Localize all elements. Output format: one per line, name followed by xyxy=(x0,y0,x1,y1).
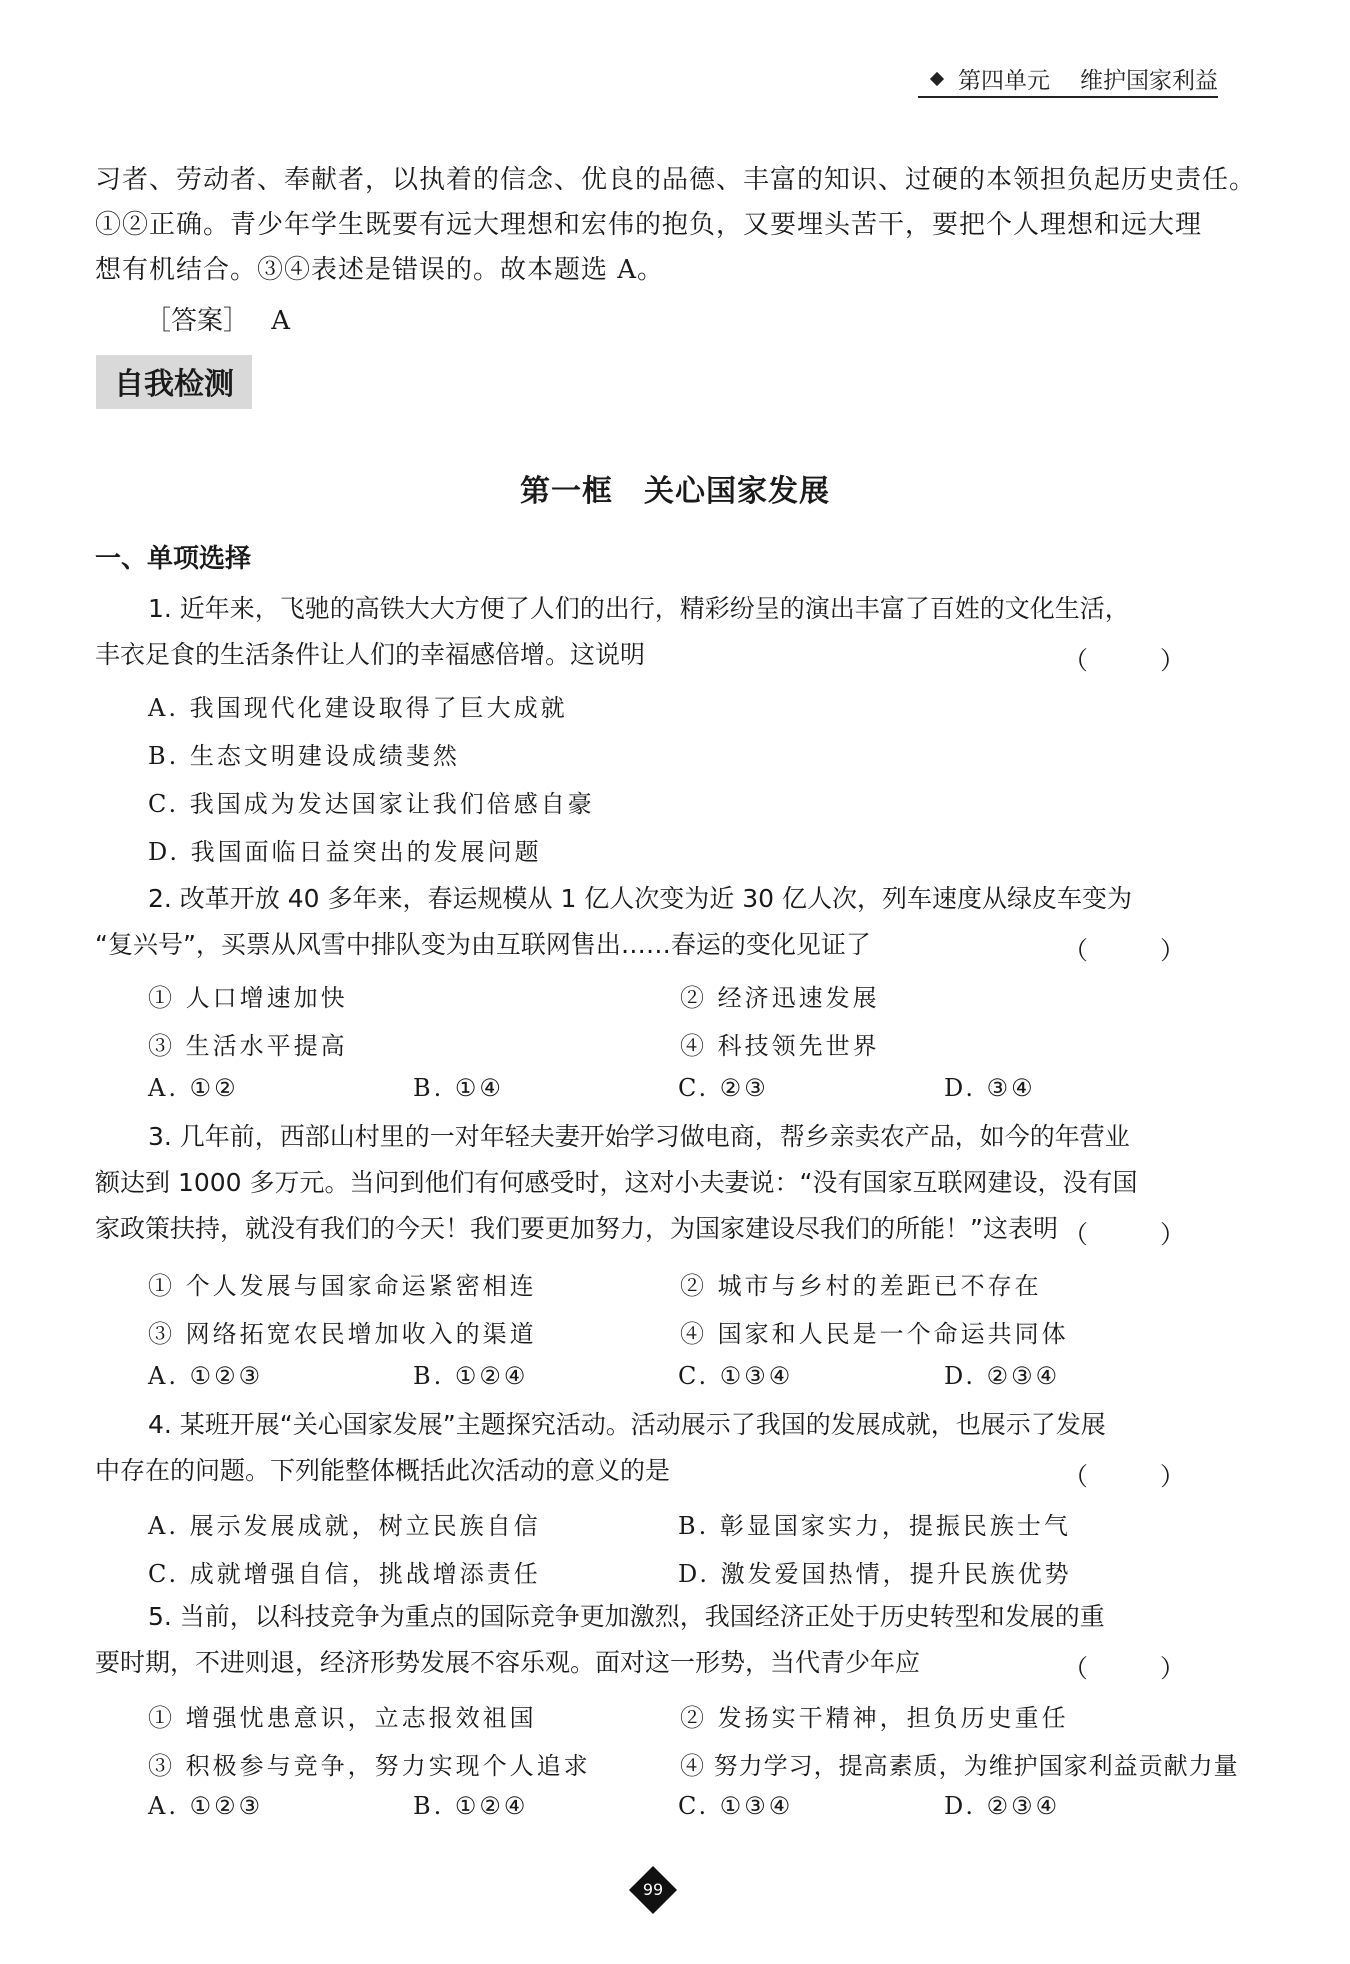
question-2-choice-c: C. ②③ xyxy=(678,1074,769,1102)
question-2-choice-d: D. ③④ xyxy=(944,1074,1036,1102)
question-4-option-c: C. 成就增强自信，挑战增添责任 xyxy=(148,1560,541,1588)
question-1-stem-line: 丰衣足食的生活条件让人们的幸福感倍增。这说明 xyxy=(95,640,646,669)
question-4-option-d: D. 激发爱国热情，提升民族优势 xyxy=(678,1560,1072,1588)
self-test-heading: 自我检测 xyxy=(96,355,252,409)
answer-blank: （ ） xyxy=(1063,646,1217,675)
question-5-choice-c: C. ①③④ xyxy=(678,1792,794,1820)
header-rule xyxy=(918,96,1218,98)
question-5-statement-3: ③ 积极参与竞争，努力实现个人追求 xyxy=(148,1752,591,1780)
question-2-choice-b: B. ①④ xyxy=(413,1074,504,1102)
question-2-statement-3: ③ 生活水平提高 xyxy=(148,1032,348,1060)
question-5-stem-line: 5. 当前，以科技竞争为重点的国际竞争更加激烈，我国经济正处于历史转型和发展的重 xyxy=(148,1602,1105,1631)
question-1-option-d: D. 我国面临日益突出的发展问题 xyxy=(148,838,542,866)
question-2-choice-a: A. ①② xyxy=(148,1074,239,1102)
question-2-stem-line: 2. 改革开放 40 多年来，春运规模从 1 亿人次变为近 30 亿人次，列车速度从绿皮车变为 xyxy=(148,884,1133,913)
question-3-stem-line: 3. 几年前，西部山村里的一对年轻夫妻开始学习做电商，帮乡亲卖农产品，如今的年营业 xyxy=(148,1122,1130,1151)
question-4-option-b: B. 彰显国家实力，提振民族士气 xyxy=(678,1512,1071,1540)
question-2-stem-line: “复兴号”，买票从风雪中排队变为由互联网售出……春运的变化见证了 xyxy=(95,930,871,959)
explanation-line: ①②正确。青少年学生既要有远大理想和宏伟的抱负，又要埋头苦干，要把个人理想和远大理 xyxy=(95,210,1203,240)
question-2-statement-2: ② 经济迅速发展 xyxy=(680,984,880,1012)
question-2-statement-4: ④ 科技领先世界 xyxy=(680,1032,880,1060)
question-3-statement-3: ③ 网络拓宽农民增加收入的渠道 xyxy=(148,1320,537,1348)
question-3-choice-b: B. ①②④ xyxy=(413,1362,529,1390)
question-5-statement-4: ④ 努力学习，提高素质，为维护国家利益贡献力量 xyxy=(680,1752,1239,1780)
question-4-option-a: A. 展示发展成就，树立民族自信 xyxy=(148,1512,541,1540)
section-title: 第一框 关心国家发展 xyxy=(520,474,830,509)
answer-label: ［答案］ xyxy=(145,306,250,336)
answer-blank: （ ） xyxy=(1063,1654,1217,1683)
question-1-option-a: A. 我国现代化建设取得了巨大成就 xyxy=(148,694,568,722)
question-3-statement-1: ① 个人发展与国家命运紧密相连 xyxy=(148,1272,537,1300)
answer-value: A xyxy=(271,306,291,336)
diamond-bullet-icon xyxy=(930,71,944,85)
unit-title: 维护国家利益 xyxy=(1080,68,1218,94)
answer-line xyxy=(145,300,290,337)
question-5-choice-b: B. ①②④ xyxy=(413,1792,529,1820)
page-number: 99 xyxy=(642,1880,664,1899)
question-5-statement-2: ② 发扬实干精神，担负历史重任 xyxy=(680,1704,1069,1732)
question-4-stem-line: 中存在的问题。下列能整体概括此次活动的意义的是 xyxy=(95,1456,671,1485)
question-1-option-b: B. 生态文明建设成绩斐然 xyxy=(148,742,460,770)
question-3-choice-c: C. ①③④ xyxy=(678,1362,794,1390)
question-4-stem-line: 4. 某班开展“关心国家发展”主题探究活动。活动展示了我国的发展成就，也展示了发展 xyxy=(148,1410,1106,1439)
answer-blank: （ ） xyxy=(1063,1220,1217,1249)
explanation-line: 习者、劳动者、奉献者，以执着的信念、优良的品德、丰富的知识、过硬的本领担负起历史责任。 xyxy=(95,165,1257,195)
answer-blank: （ ） xyxy=(1063,936,1217,965)
question-5-stem-line: 要时期，不进则退，经济形势发展不容乐观。面对这一形势，当代青少年应 xyxy=(95,1648,921,1677)
explanation-line: 想有机结合。③④表述是错误的。故本题选 A。 xyxy=(95,255,665,285)
running-header xyxy=(932,62,1218,95)
unit-label: 第四单元 xyxy=(958,68,1050,94)
question-3-stem-line: 额达到 1000 多万元。当问到他们有何感受时，这对小夫妻说：“没有国家互联网建设，没有国 xyxy=(95,1168,1138,1197)
part-heading: 一、单项选择 xyxy=(95,544,252,574)
question-2-statement-1: ① 人口增速加快 xyxy=(148,984,348,1012)
question-3-statement-2: ② 城市与乡村的差距已不存在 xyxy=(680,1272,1042,1300)
question-1-stem-line: 1. 近年来，飞驰的高铁大大方便了人们的出行，精彩纷呈的演出丰富了百姓的文化生活， xyxy=(148,594,1130,623)
question-3-choice-d: D. ②③④ xyxy=(944,1362,1061,1390)
question-5-choice-d: D. ②③④ xyxy=(944,1792,1061,1820)
question-3-statement-4: ④ 国家和人民是一个命运共同体 xyxy=(680,1320,1069,1348)
answer-blank: （ ） xyxy=(1063,1462,1217,1491)
question-3-stem-line: 家政策扶持，就没有我们的今天！我们要更加努力，为国家建设尽我们的所能！”这表明 xyxy=(95,1214,1058,1243)
question-1-option-c: C. 我国成为发达国家让我们倍感自豪 xyxy=(148,790,595,818)
question-5-statement-1: ① 增强忧患意识，立志报效祖国 xyxy=(148,1704,537,1732)
page-number-badge xyxy=(629,1866,677,1914)
question-3-choice-a: A. ①②③ xyxy=(148,1362,264,1390)
question-5-choice-a: A. ①②③ xyxy=(148,1792,264,1820)
